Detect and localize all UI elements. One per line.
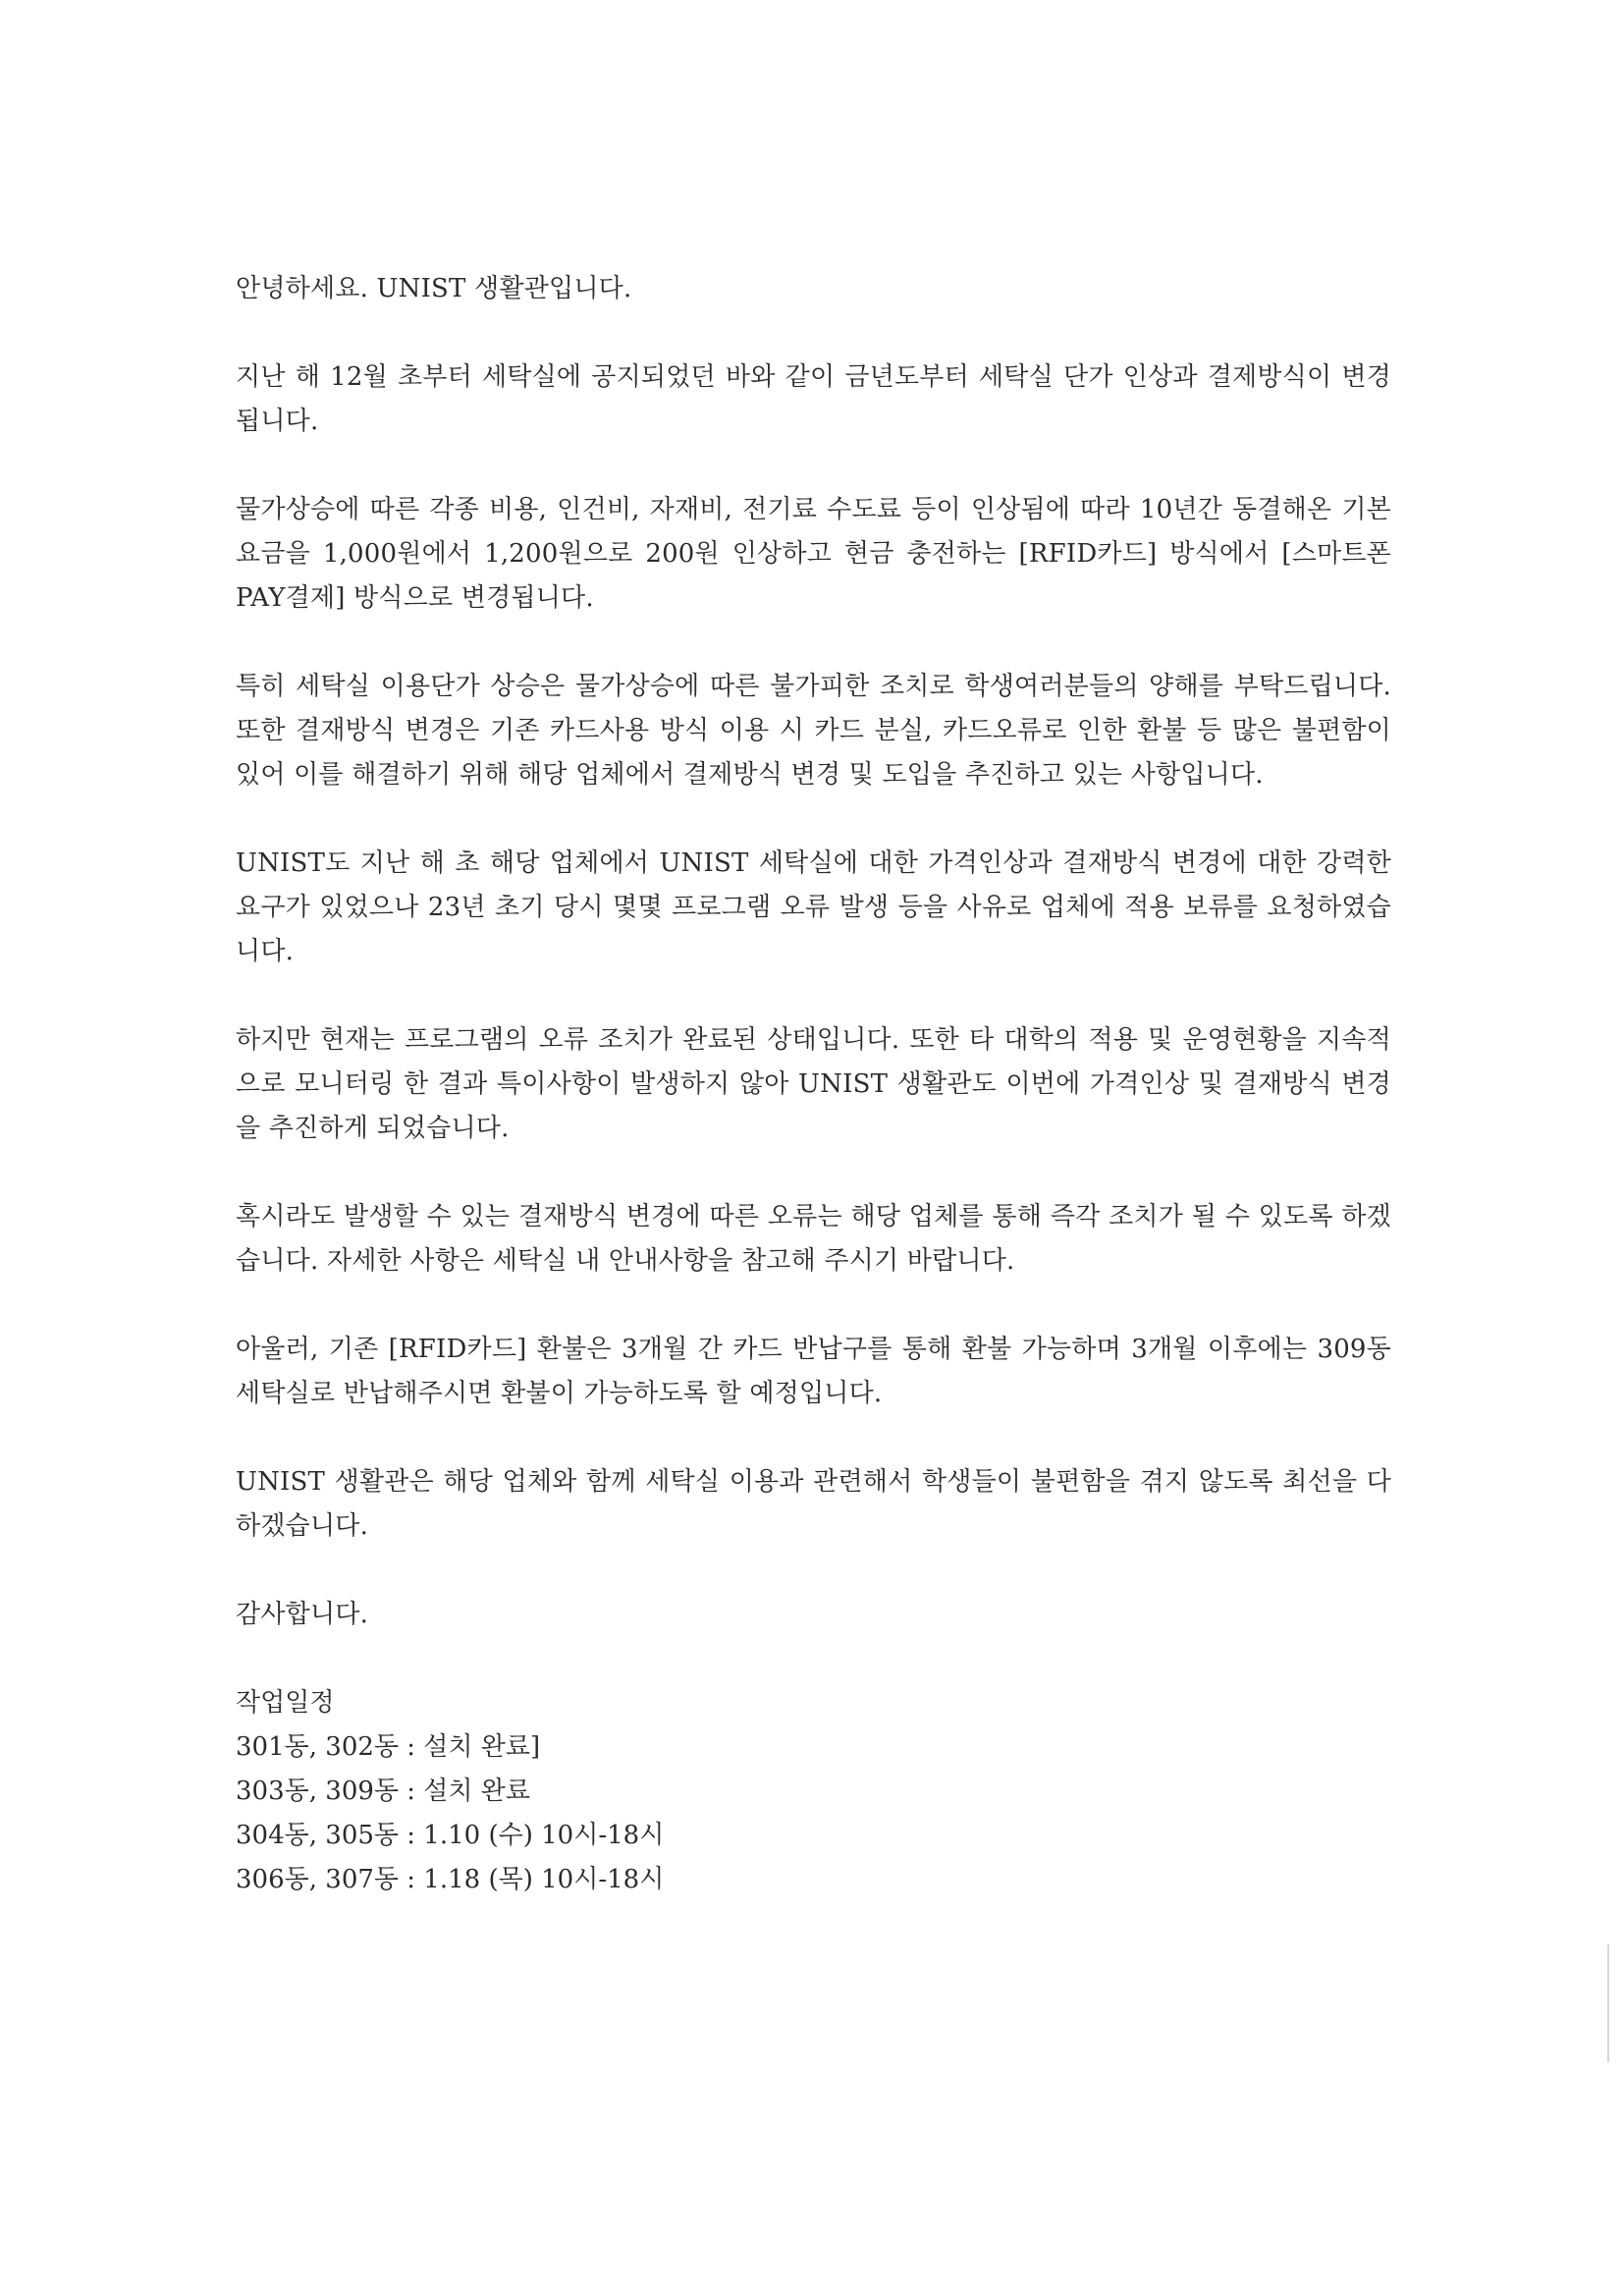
schedule-section xyxy=(236,1681,1391,1902)
paragraph-price-change: 지난 해 12월 초부터 세탁실에 공지되었던 바와 같이 금년도부터 세탁실 단가 인상과 결제방식이 변경됩니다. xyxy=(236,362,1391,436)
notice-body xyxy=(236,267,1391,1902)
paragraph-apology: 특히 세탁실 이용단가 상승은 물가상승에 따른 불가피한 조치로 학생여러분들의 양해를 부탁드립니다. 또한 결재방식 변경은 기존 카드사용 방식 이용 시 카드 분실, 카드오류로 인한 환불 등 많은 불편함이 있어 이를 해결하기 위해 해당 업체에서 결제방식 변경 및 도입을 추진하고 있는 사항입니다. xyxy=(236,672,1391,790)
paragraph-fee-increase: 물가상승에 따른 각종 비용, 인건비, 자재비, 전기료 수도료 등이 인상됨에 따라 10년간 동결해온 기본요금을 1,000원에서 1,200원으로 200원 인상하고 현금 충전하는 [RFID카드] 방식에서 [스마트폰PAY결제] 방식으로 변경됩니다. xyxy=(236,495,1391,613)
paragraph-background: UNIST도 지난 해 초 해당 업체에서 UNIST 세탁실에 대한 가격인상과 결재방식 변경에 대한 강력한 요구가 있었으나 23년 초기 당시 몇몇 프로그램 오류 발생 등을 사유로 업체에 적용 보류를 요청하였습니다. xyxy=(236,848,1391,966)
schedule-item: 303동, 309동 : 설치 완료 xyxy=(236,1777,531,1806)
paragraph-error-handling: 혹시라도 발생할 수 있는 결재방식 변경에 따른 오류는 해당 업체를 통해 즉각 조치가 될 수 있도록 하겠습니다. 자세한 사항은 세탁실 내 안내사항을 참고해 주시기 바랍니다. xyxy=(236,1202,1391,1276)
schedule-title: 작업일정 xyxy=(236,1688,335,1718)
paragraph-refund: 아울러, 기존 [RFID카드] 환불은 3개월 간 카드 반납구를 통해 환불 가능하며 3개월 이후에는 309동 세탁실로 반납해주시면 환불이 가능하도록 할 예정입니다. xyxy=(236,1335,1391,1408)
closing: 감사합니다. xyxy=(236,1600,369,1629)
schedule-item: 304동, 305동 : 1.10 (수) 10시-18시 xyxy=(236,1821,665,1850)
scan-edge-mark xyxy=(1607,1944,1609,2062)
schedule-item: 306동, 307동 : 1.18 (목) 10시-18시 xyxy=(236,1865,665,1894)
greeting: 안녕하세요. UNIST 생활관입니다. xyxy=(236,274,632,303)
schedule-item: 301동, 302동 : 설치 완료] xyxy=(236,1732,541,1762)
paragraph-commitment: UNIST 생활관은 해당 업체와 함께 세탁실 이용과 관련해서 학생들이 불편함을 겪지 않도록 최선을 다하겠습니다. xyxy=(236,1467,1391,1541)
paragraph-current-status: 하지만 현재는 프로그램의 오류 조치가 완료된 상태입니다. 또한 타 대학의 적용 및 운영현황을 지속적으로 모니터링 한 결과 특이사항이 발생하지 않아 UNIST 생활관도 이번에 가격인상 및 결재방식 변경을 추진하게 되었습니다. xyxy=(236,1025,1391,1143)
